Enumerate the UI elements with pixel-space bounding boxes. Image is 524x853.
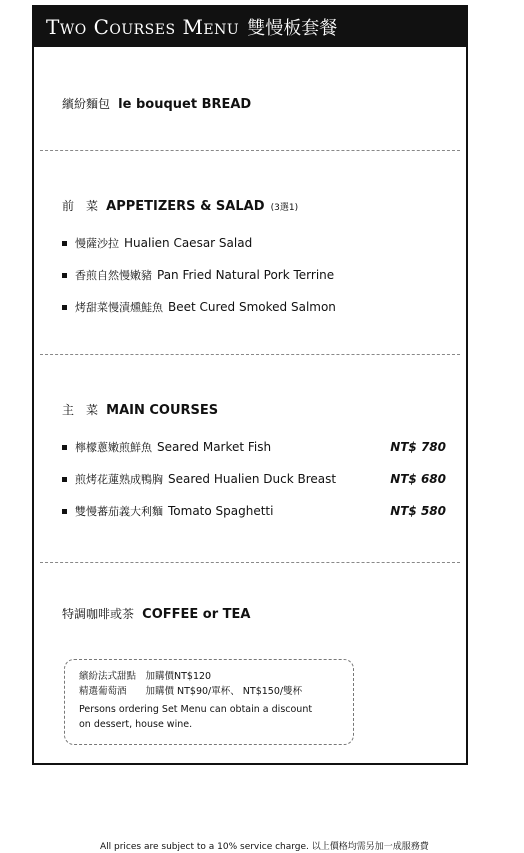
dessert-addon-line: 繽紛法式甜點 加購價NT$120 <box>79 671 212 682</box>
item-name-en: Pan Fried Natural Pork Terrine <box>157 268 335 282</box>
menu-title-zh: 雙慢板套餐 <box>247 18 338 39</box>
item-name-en: Seared Hualien Duck Breast <box>168 472 337 486</box>
item-price: NT$ 680 <box>390 472 446 486</box>
bullet-icon <box>62 305 67 310</box>
item-name-zh: 慢薩沙拉 <box>75 237 119 250</box>
item-name-zh: 烤甜菜慢漬燻鮭魚 <box>75 301 163 314</box>
divider <box>40 150 460 151</box>
list-item <box>62 439 446 455</box>
list-item <box>62 471 446 487</box>
item-name-en: Tomato Spaghetti <box>168 504 274 518</box>
item-name-zh: 雙慢蕃茄義大利麵 <box>75 505 163 518</box>
main-heading-en: MAIN COURSES <box>106 403 219 418</box>
appetizers-heading <box>62 197 298 214</box>
bread-heading-en: le bouquet BREAD <box>118 97 252 112</box>
bread-heading <box>62 95 251 112</box>
list-item <box>62 235 446 251</box>
item-name-en: Seared Market Fish <box>157 440 272 454</box>
bread-heading-zh: 繽紛麵包 <box>62 97 111 111</box>
bullet-icon <box>62 477 67 482</box>
discount-note-box <box>64 659 354 745</box>
appetizers-choice-note: (3選1) <box>270 203 299 213</box>
item-name-zh: 煎烤花蓮熟成鴨胸 <box>75 473 163 486</box>
bullet-icon <box>62 273 67 278</box>
list-item <box>62 503 446 519</box>
divider <box>40 354 460 355</box>
discount-note-line: on dessert, house wine. <box>79 719 193 730</box>
bullet-icon <box>62 445 67 450</box>
appetizers-heading-zh: 前 菜 <box>62 199 99 213</box>
list-item <box>62 267 446 283</box>
item-name-zh: 香煎自然慢嫩豬 <box>75 269 152 282</box>
item-name-zh: 檸檬蔥嫩煎鮮魚 <box>75 441 152 454</box>
coffee-heading-en: COFFEE or TEA <box>142 607 251 622</box>
main-courses-heading <box>62 401 218 418</box>
coffee-heading <box>62 605 250 622</box>
service-charge-footer: All prices are subject to a 10% service charge. 以上價格均需另加一成服務費 <box>100 842 429 852</box>
bullet-icon <box>62 241 67 246</box>
appetizers-heading-en: APPETIZERS & SALAD <box>106 199 265 214</box>
wine-addon-line: 精選葡萄酒 加購價 NT$90/單杯、 NT$150/雙杯 <box>79 686 303 697</box>
item-name-en: Beet Cured Smoked Salmon <box>168 300 336 314</box>
menu-title-en: Two Courses Menu <box>46 15 240 39</box>
bullet-icon <box>62 509 67 514</box>
menu-frame <box>32 5 468 765</box>
discount-note-line: Persons ordering Set Menu can obtain a discount <box>79 704 313 715</box>
coffee-heading-zh: 特調咖啡或茶 <box>62 607 135 621</box>
item-name-en: Hualien Caesar Salad <box>124 236 253 250</box>
divider <box>40 562 460 563</box>
item-price: NT$ 580 <box>390 504 446 518</box>
main-heading-zh: 主 菜 <box>62 403 99 417</box>
item-price: NT$ 780 <box>390 440 446 454</box>
title-bar <box>34 7 466 47</box>
list-item <box>62 299 446 315</box>
